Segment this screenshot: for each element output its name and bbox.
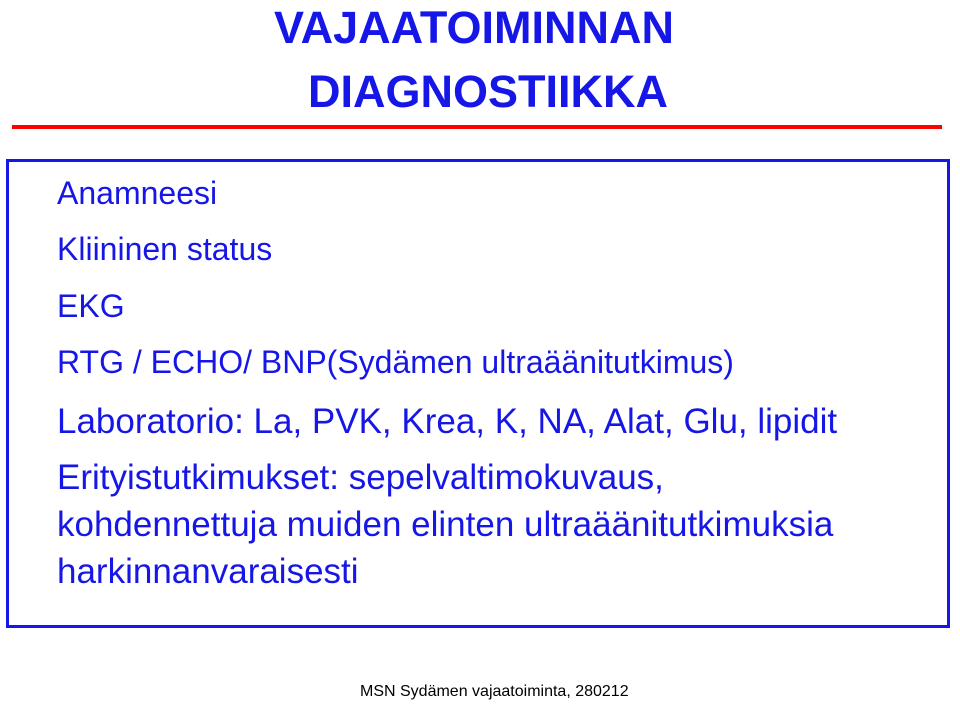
list-item-laboratorio: Laboratorio: La, PVK, Krea, K, NA, Alat, Glu, lipidit: [57, 402, 838, 441]
list-item-ekg: EKG: [57, 288, 125, 324]
slide-footer: MSN Sydämen vajaatoiminta, 280212: [360, 683, 629, 700]
list-item-erityistutkimukset: Erityistutkimukset: sepelvaltimokuvaus,: [57, 458, 664, 497]
title-divider: [12, 125, 942, 129]
list-item-kliininen-status: Kliininen status: [57, 231, 273, 267]
slide-title-line-2: DIAGNOSTIIKKA: [308, 66, 668, 117]
slide-title-line-1: VAJAATOIMINNAN: [273, 2, 674, 53]
list-item-anamneesi: Anamneesi: [57, 175, 218, 211]
list-item-erityistutkimukset-cont-2: harkinnanvaraisesti: [57, 552, 359, 591]
list-item-erityistutkimukset-cont-1: kohdennettuja muiden elinten ultraäänitutkimuksia: [57, 505, 834, 544]
list-item-rtg-echo-bnp: RTG / ECHO/ BNP(Sydämen ultraäänitutkimus): [57, 344, 734, 380]
